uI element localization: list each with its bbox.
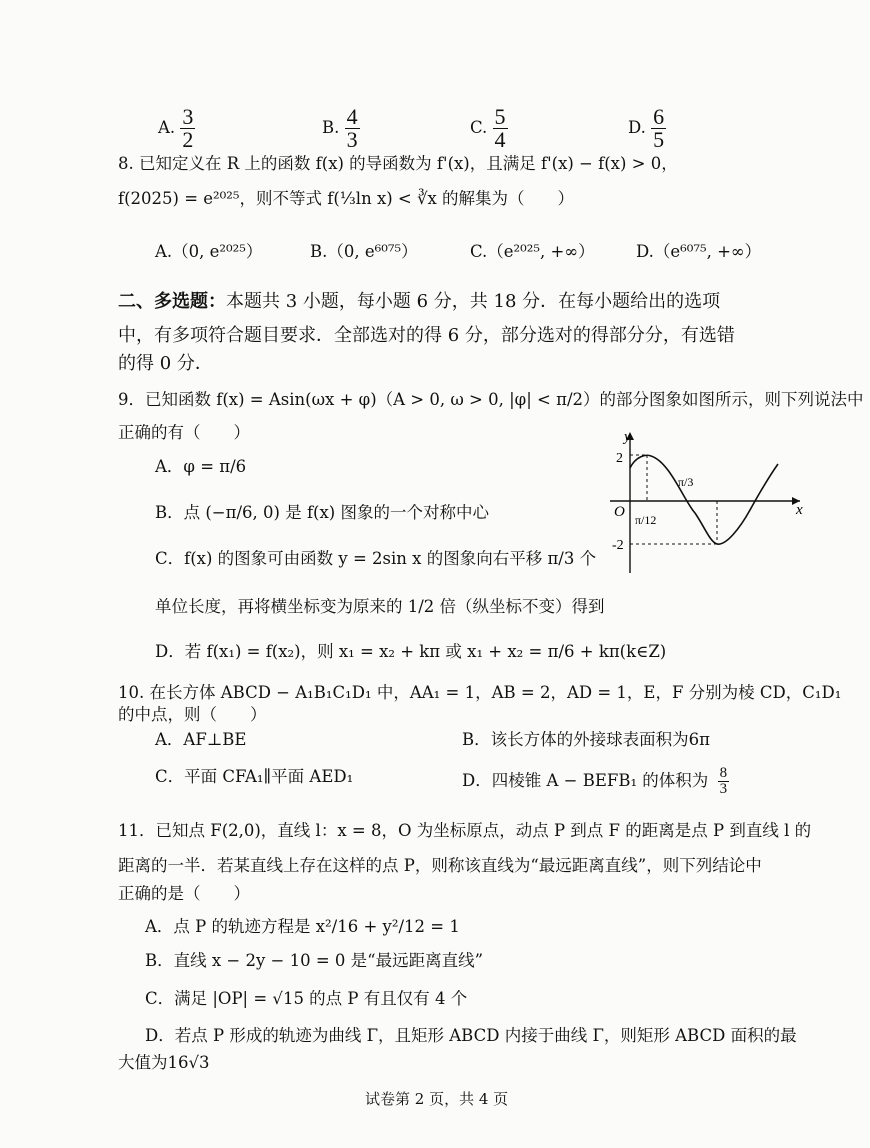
q11-option-d2: 大值为16√3 [118, 1053, 210, 1072]
q10-option-d-text: D．四棱锥 A − BEFB₁ 的体积为 [462, 771, 709, 790]
y-axis-label: y [624, 429, 631, 445]
q10-option-b: B．该长方体的外接球表面积为6π [462, 730, 710, 749]
q7-c-num: 5 [494, 104, 506, 129]
q9-option-c2: 单位长度，再将横坐标变为原来的 1/2 倍（纵坐标不变）得到 [155, 597, 605, 616]
q8-option-b: B.（0, e⁶⁰⁷⁵） [310, 242, 418, 261]
section2-heading: 二、多选题： [118, 291, 226, 312]
q10-option-a: A．AF⊥BE [155, 730, 247, 749]
q10-line2: 的中点，则（ ） [118, 705, 267, 724]
q7-option-b-label: B. [322, 118, 340, 137]
q9-line2: 正确的有（ ） [118, 423, 250, 442]
q8-option-c: C.（e²⁰²⁵, +∞） [470, 242, 595, 261]
q7-option-c-label: C. [470, 118, 488, 137]
q7-c-den: 4 [494, 127, 506, 152]
q11-line1: 11．已知点 F(2,0)，直线 l：x = 8，O 为坐标原点，动点 P 到点 F 的距离是点 P 到直线 l 的 [118, 821, 812, 840]
y-min-label: -2 [612, 538, 624, 553]
section2-line3: 的得 0 分． [118, 353, 213, 374]
tick-pi3-label: π/3 [678, 475, 694, 489]
q7-option-a-label: A. [158, 118, 176, 137]
section2-text1: 本题共 3 小题，每小题 6 分，共 18 分．在每小题给出的选项 [226, 291, 721, 312]
q7-b-num: 4 [346, 104, 358, 129]
q10-d-den: 3 [719, 781, 728, 797]
q7-option-d [628, 106, 666, 151]
q8-option-d: D.（e⁶⁰⁷⁵, +∞） [636, 242, 762, 261]
q7-option-c [470, 106, 508, 151]
q11-option-c: C．满足 |OP| = √15 的点 P 有且仅有 4 个 [145, 989, 468, 1008]
q10-option-d [462, 766, 729, 797]
q7-option-b [322, 106, 360, 151]
q7-option-a-fraction [180, 106, 195, 151]
q7-option-c-fraction [493, 106, 508, 151]
q10-line1: 10. 在长方体 ABCD − A₁B₁C₁D₁ 中，AA₁ = 1，AB = 2，AD = 1，E，F 分别为棱 CD，C₁D₁ [118, 683, 842, 702]
y-max-label: 2 [616, 451, 623, 466]
q7-option-b-fraction [345, 106, 360, 151]
q11-line3: 正确的是（ ） [118, 884, 250, 903]
q11-line2: 距离的一半．若某直线上存在这样的点 P，则称该直线为“最远距离直线”，则下列结论中 [118, 856, 762, 875]
q7-d-num: 6 [653, 104, 665, 129]
q11-option-a: A．点 P 的轨迹方程是 x²/16 + y²/12 = 1 [145, 917, 460, 936]
q7-option-d-fraction [651, 106, 666, 151]
q10-d-num: 8 [719, 765, 728, 781]
q7-a-num: 3 [182, 104, 194, 129]
q9-option-c1: C．f(x) 的图象可由函数 y = 2sin x 的图象向右平移 π/3 个 [155, 549, 597, 568]
q9-option-a: A．φ = π/6 [155, 457, 247, 476]
q7-option-d-label: D. [628, 118, 646, 137]
q7-b-den: 3 [346, 127, 358, 152]
q11-option-b: B．直线 x − 2y − 10 = 0 是“最远距离直线” [145, 951, 484, 970]
q10-option-c: C．平面 CFA₁∥平面 AED₁ [155, 767, 354, 786]
x-axis-label: x [796, 502, 803, 518]
q7-d-den: 5 [653, 127, 665, 152]
q9-option-b: B．点 (−π/6, 0) 是 f(x) 图象的一个对称中心 [155, 503, 489, 522]
q10-option-d-fraction [718, 766, 730, 797]
section2-line2: 中，有多项符合题目要求．全部选对的得 6 分，部分选对的得部分分，有选错 [118, 325, 735, 346]
q11-option-d1: D．若点 P 形成的轨迹为曲线 Γ，且矩形 ABCD 内接于曲线 Γ，则矩形 ABCD 面积的最 [145, 1026, 797, 1045]
q8-line2: f(2025) = e²⁰²⁵，则不等式 f(⅓ln x) < ∛x 的解集为（ ） [118, 189, 575, 208]
sine-curve [630, 455, 778, 544]
page-footer: 试卷第 2 页，共 4 页 [365, 1090, 509, 1108]
q7-a-den: 2 [182, 127, 194, 152]
q7-option-a [158, 106, 195, 151]
q9-option-d: D．若 f(x₁) = f(x₂)，则 x₁ = x₂ + kπ 或 x₁ + x₂ = π/6 + kπ(k∈Z) [155, 642, 667, 661]
q8-line1: 8. 已知定义在 R 上的函数 f(x) 的导函数为 f'(x)，且满足 f'(x) − f(x) > 0， [118, 154, 678, 173]
origin-label: O [614, 504, 625, 520]
tick-pi12-label: π/12 [635, 513, 657, 527]
q8-option-a: A.（0, e²⁰²⁵） [155, 242, 263, 261]
sine-graph [600, 428, 810, 578]
section2-line1 [118, 289, 720, 315]
q9-line1: 9．已知函数 f(x) = Asin(ωx + φ)（A > 0, ω > 0, |φ| < π/2）的部分图象如图所示，则下列说法中 [118, 390, 864, 409]
